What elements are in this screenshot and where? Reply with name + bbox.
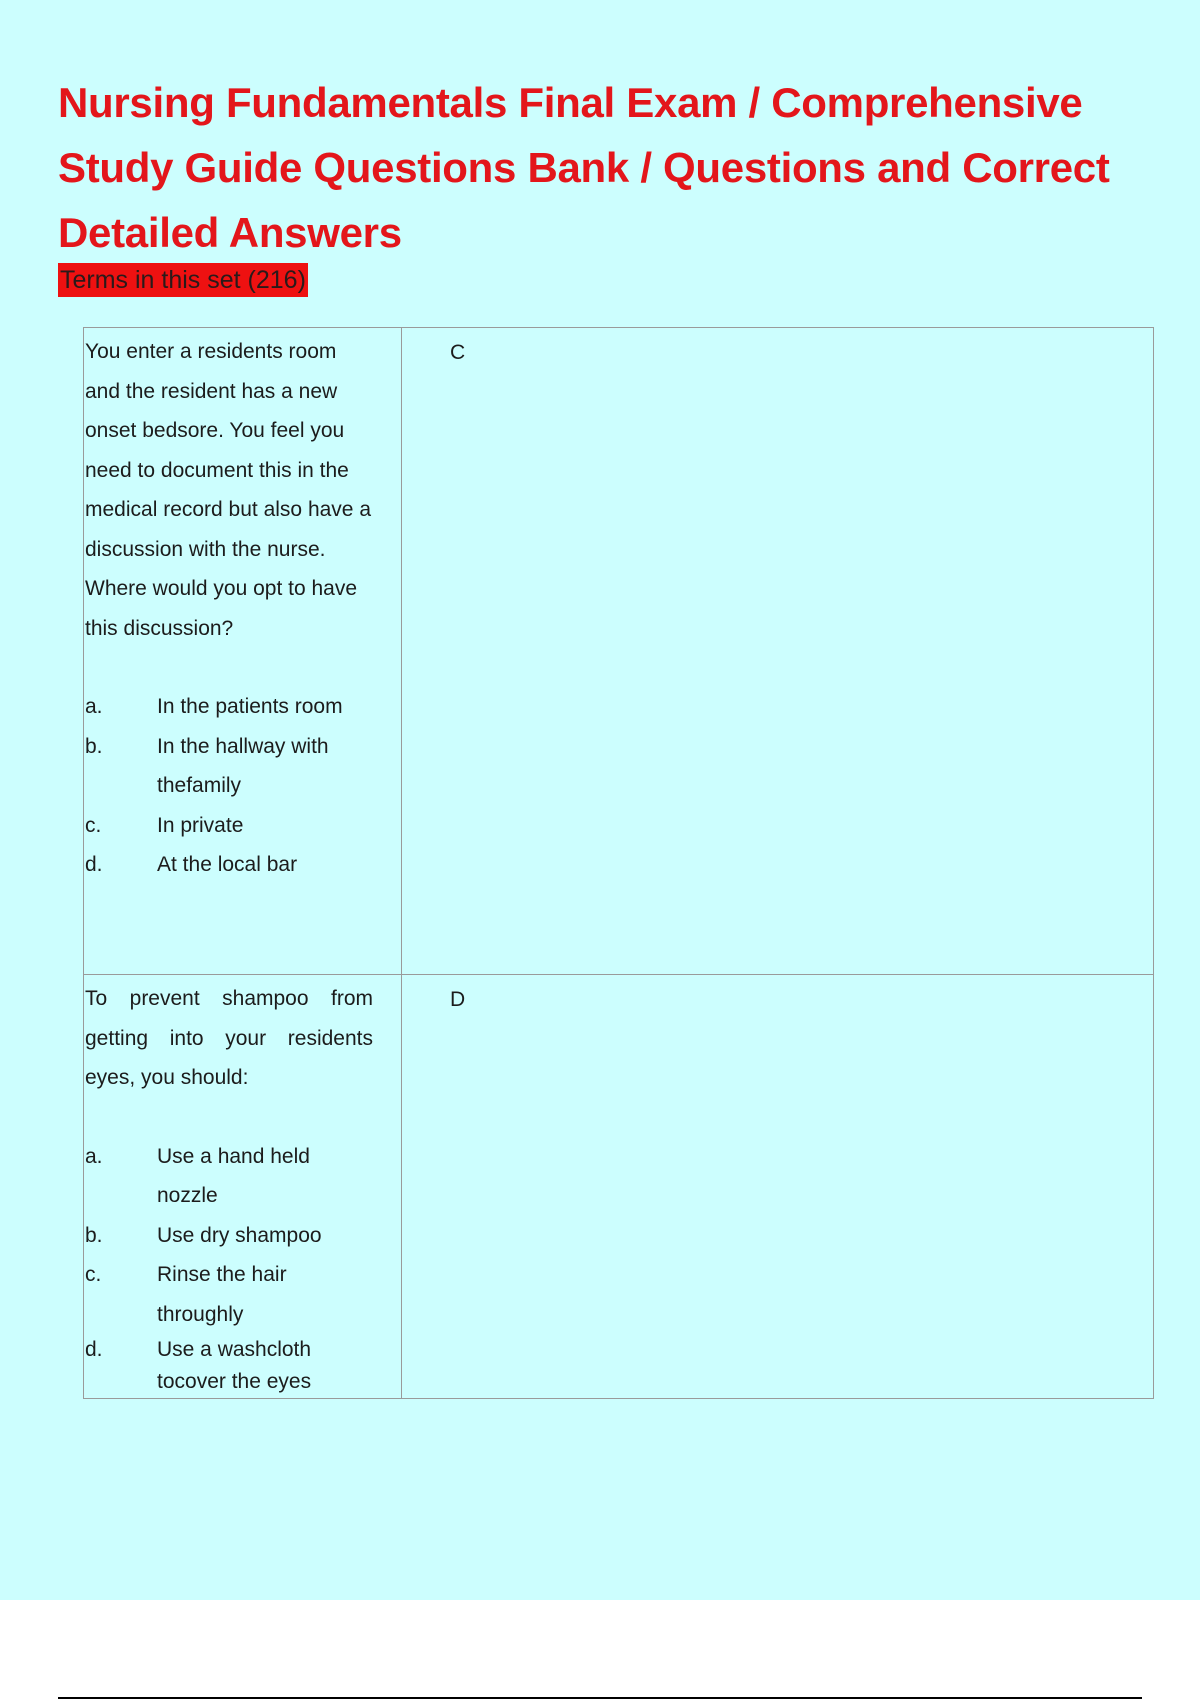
answer-cell bbox=[402, 328, 1154, 975]
option-letter: b. bbox=[85, 734, 103, 758]
answer-text: D bbox=[450, 988, 466, 1011]
option-text: Rinse the hair throughly bbox=[157, 1263, 287, 1326]
option-item bbox=[85, 806, 373, 846]
option-text: In the hallway with thefamily bbox=[157, 734, 329, 797]
option-text: Use a washcloth tocover the eyes bbox=[157, 1338, 312, 1393]
option-text: In private bbox=[157, 813, 244, 837]
question-cell bbox=[84, 975, 402, 1399]
option-letter: c. bbox=[85, 1263, 102, 1286]
option-item bbox=[85, 687, 373, 727]
document-title: Nursing Fundamentals Final Exam / Comprehensive Study Guide Questions Bank / Questions and Correct Detailed Answers bbox=[58, 79, 1110, 256]
option-text: At the local bar bbox=[157, 853, 298, 876]
question-cell bbox=[84, 328, 402, 975]
options-list bbox=[85, 1137, 373, 1399]
options-list bbox=[85, 687, 373, 885]
option-letter: c. bbox=[85, 813, 102, 837]
option-letter: b. bbox=[85, 1223, 103, 1247]
table-row bbox=[84, 328, 1154, 975]
answer-cell bbox=[402, 975, 1154, 1399]
option-item bbox=[85, 727, 373, 806]
option-text: In the patients room bbox=[157, 695, 343, 718]
questions-table bbox=[83, 327, 1154, 1399]
option-letter: d. bbox=[85, 853, 103, 876]
option-text: Use dry shampoo bbox=[157, 1223, 322, 1247]
option-letter: a. bbox=[85, 695, 103, 718]
option-letter: d. bbox=[85, 1338, 103, 1361]
question-text: You enter a residents room and the resident has a new onset bedsore. You feel you need to document this in the medical record but also have a discussion with the nurse. Where would you opt to have this discussion? bbox=[85, 340, 371, 640]
option-letter: a. bbox=[85, 1144, 103, 1168]
option-item bbox=[85, 845, 373, 885]
terms-count-label: Terms in this set (216) bbox=[58, 263, 308, 297]
option-item bbox=[85, 1255, 373, 1334]
option-item bbox=[85, 1334, 373, 1398]
option-item bbox=[85, 1216, 373, 1256]
footer-divider bbox=[58, 1697, 1142, 1699]
option-item bbox=[85, 1137, 373, 1216]
question-text: To prevent shampoo from getting into your residents eyes, you should: bbox=[85, 987, 373, 1089]
option-text: Use a hand held nozzle bbox=[157, 1144, 310, 1207]
table-row bbox=[84, 975, 1154, 1399]
answer-text: C bbox=[450, 341, 466, 364]
